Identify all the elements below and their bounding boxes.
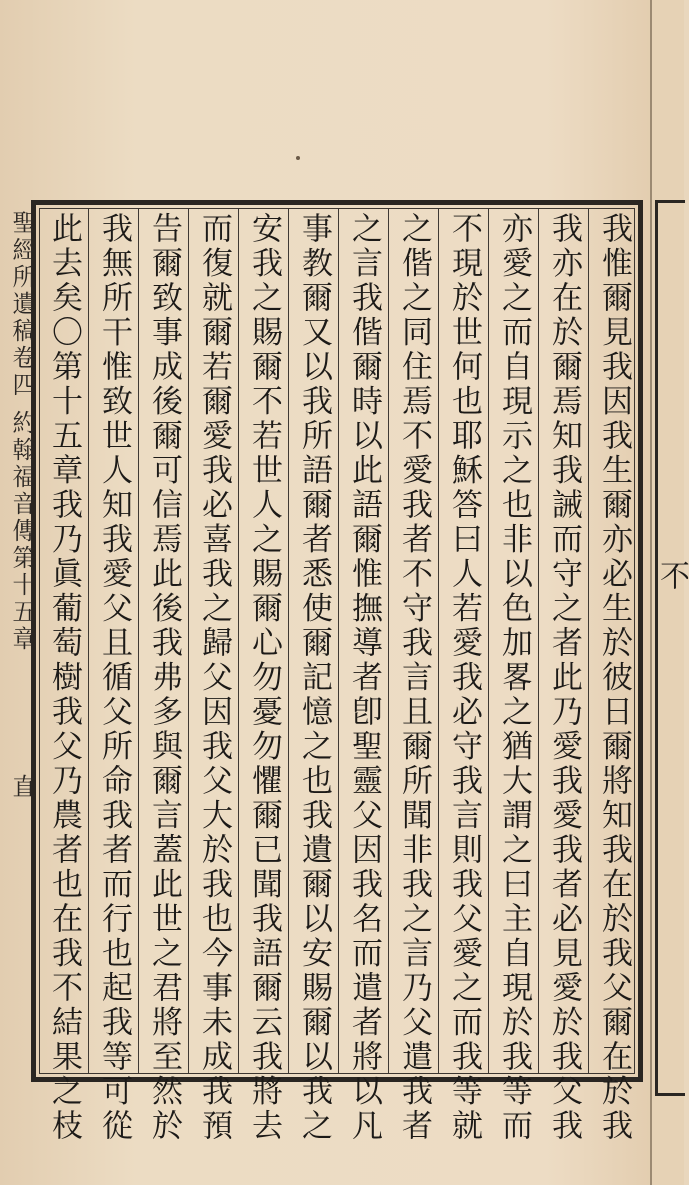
text-column-11: 我無所干惟致世人知我愛父且循父所命我者而行也起我等可從	[96, 212, 132, 1144]
margin-title	[8, 210, 36, 1070]
adjacent-page-frame	[654, 200, 689, 1096]
text-column-7: 事教爾又以我所語爾者悉使爾記憶之也我遺爾以安賜爾以我之	[296, 212, 332, 1144]
text-column-4: 不現於世何也耶穌答曰人若愛我必守我言則我父愛之而我等就	[446, 212, 482, 1144]
adjacent-page-text: 不	[654, 560, 689, 592]
text-column-2: 我亦在於爾焉知我誡而守之者此乃愛我愛我者必見愛於我父我	[546, 212, 582, 1144]
margin-chapter-title: 約翰福音傳第十五章	[8, 409, 36, 653]
text-column-12: 此去矣〇第十五章我乃眞葡萄樹我父乃農者也在我不結果之枝	[46, 212, 82, 1144]
margin-book-name: 聖經所遺稿卷四	[8, 210, 36, 399]
text-column-1: 我惟爾見我因我生爾亦必生於彼日爾將知我在於我父爾在於我	[596, 212, 632, 1144]
text-column-10: 告爾致事成後爾可信焉此後我弗多與爾言蓋此世之君將至然於	[146, 212, 182, 1144]
margin-page-number: 直	[8, 773, 36, 801]
text-column-6: 之言我偕爾時以此語爾惟撫導者卽聖靈父因我名而遣者將以凡	[346, 212, 382, 1144]
text-column-5: 之偕之同住焉不愛我者不守我言且爾所聞非我之言乃父遣我者	[396, 212, 432, 1144]
paper-speck	[296, 156, 300, 160]
text-column-8: 安我之賜爾不若世人之賜爾心勿憂勿懼爾已聞我語爾云我將去	[246, 212, 282, 1144]
text-column-3: 亦愛之而自現示之也非以色加畧之猶大謂之曰主自現於我等而	[496, 212, 532, 1144]
text-column-9: 而復就爾若爾愛我必喜我之歸父因我父大於我也今事未成我預	[196, 212, 232, 1144]
